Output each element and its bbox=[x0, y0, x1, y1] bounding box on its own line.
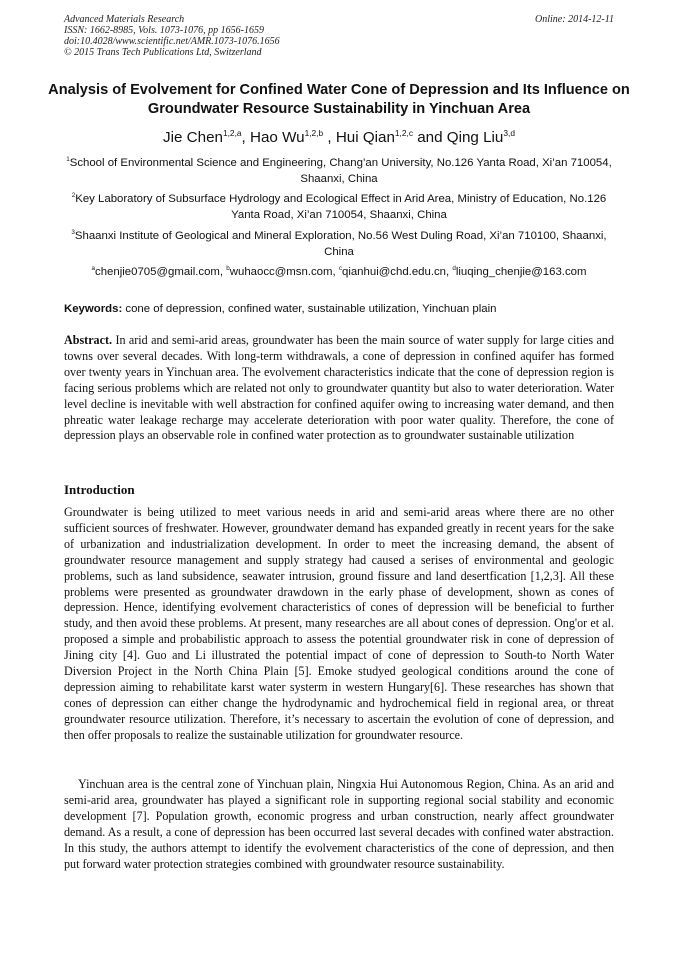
body-paragraph: Yinchuan area is the central zone of Yinchuan plain, Ningxia Hui Autonomous Region, China. As an arid and semi-arid area, groundwater has played a significant role in supporting regional social stability and economic development [7]. Population growth, economic progress and urban construction, nearly affect groundwater demand. As a result, a cone of depression has been occurred last several decades with confined water abstraction. In this study, the authors attempt to identify the evolvement characteristics of the cone of depression, and then put forward water protection strategies combined with groundwater resource sustainability. bbox=[64, 777, 614, 871]
author-superscript: 3,d bbox=[503, 127, 515, 138]
paper-title: Analysis of Evolvement for Confined Water Cone of Depression and Its Influence on Groundwater Resource Sustainability in Yinchuan Area bbox=[48, 82, 630, 117]
keywords bbox=[64, 302, 614, 317]
email-list bbox=[56, 264, 622, 280]
affiliation-superscript: 1 bbox=[66, 156, 70, 164]
abstract-text: In arid and semi-arid areas, groundwater has been the main source of water supply for large cities and towns over several decades. With long-term withdrawals, a cone of depression in confined aquifer has formed over twenty years in Yinchuan area. The evolvement characteristics indicate that the cone of depression region is facing serious problems which are related not only to groundwater quantity but also to water deterioration. Water level decline is inevitable with well abstraction for confined aquifer owing to increasing water demand, and then phreatic water leakage recharge may accelerate deterioration with poor water quality. Therefore, the cone of depression plays an observable role in confined water protection as to groundwater sustainable utilization bbox=[64, 333, 614, 443]
author-list bbox=[0, 128, 678, 148]
author-superscript: 1,2,c bbox=[394, 127, 413, 138]
journal-name: Advanced Materials Research bbox=[64, 14, 185, 25]
email-address: wuhaocc@msn.com bbox=[229, 266, 333, 278]
email-separator: , bbox=[332, 266, 339, 278]
email-separator: , bbox=[219, 266, 227, 278]
journal-doi: doi:10.4028/www.scientific.net/AMR.1073-1076.1656 bbox=[64, 36, 280, 47]
affiliation bbox=[56, 228, 622, 260]
affiliation-text: Shaanxi Institute of Geological and Mineral Exploration, No.56 West Duling Road, Xi’an 710100, Shaanxi, China bbox=[74, 230, 607, 258]
keywords-text: cone of depression, confined water, sustainable utilization, Yinchuan plain bbox=[125, 303, 497, 315]
email-separator: , bbox=[446, 266, 453, 278]
journal-copyright: © 2015 Trans Tech Publications Ltd, Switzerland bbox=[64, 47, 262, 58]
affiliation-text: School of Environmental Science and Engineering, Chang’an University, No.126 Yanta Road, Xi’an 710054, Shaanxi, China bbox=[69, 157, 612, 185]
email-superscript: c bbox=[338, 265, 342, 273]
affiliation bbox=[56, 155, 622, 187]
online-date: Online: 2014-12-11 bbox=[535, 14, 614, 25]
abstract bbox=[64, 333, 614, 444]
journal-header bbox=[64, 14, 280, 58]
section-heading: Introduction bbox=[64, 482, 135, 497]
keywords-label: Keywords: bbox=[64, 303, 123, 315]
author-name: Hui Qian bbox=[335, 129, 395, 146]
email-superscript: d bbox=[452, 265, 456, 273]
author-separator: and bbox=[413, 129, 447, 146]
affiliation-text: Key Laboratory of Subsurface Hydrology and Ecological Effect in Arid Area, Ministry of Education, No.126 Yanta Road, Xi’an 710054, Shaanxi, China bbox=[75, 193, 607, 221]
journal-issn: ISSN: 1662-8985, Vols. 1073-1076, pp 1656-1659 bbox=[64, 25, 264, 36]
author-name: Hao Wu bbox=[249, 129, 305, 146]
email-superscript: a bbox=[91, 265, 96, 273]
email-address: chenjie0705@gmail.com bbox=[95, 266, 220, 278]
author-superscript: 1,2,b bbox=[304, 127, 324, 138]
affiliation-superscript: 3 bbox=[71, 229, 75, 237]
email-superscript: b bbox=[226, 265, 230, 273]
body-paragraph: Groundwater is being utilized to meet various needs in arid and semi-arid areas where there are no other sufficient sources of freshwater. However, groundwater demand has expanded greatly in recent years for the sake of urbanization and industrialization development. In order to meet the increasing demand, the absent of groundwater resource management and supply strategy had caused a serises of environmental and geologic problems, such as land subsidence, seawater intrusion, ground fissure and land desertfication [1,2,3]. All these problems were presented as groundwater drawdown in the early phase of development, shown as cones of depression. Hence, identifying evolvement characteristics of cones of depression will be beneficial to further study, and then avoid these problems. At present, many researches are all about cones of depression. Ong'or et al. proposed a simple and probabilistic approach to assess the potential groundwater risk in cone of depression of Jining city [4]. Guo and Li illustrated the potential impact of cone of depression to South-to North Water Diversion Project in the North China Plain [5]. Emoke studyed geological conditions around the cone of depression aiming to rehabilitate karst water systerm in western Hungary[6]. These researches has shown that cones of depression can either change the hydrodynamic and hydrochemical field in regional area, or threat groundwater resource utilization. Therefore, it’s necessary to ascertain the evolution of cone of depression, and then offer proposals to realize the sustainable utilization for groundwater resource. bbox=[64, 505, 614, 742]
abstract-label: Abstract. bbox=[64, 333, 113, 347]
affiliation bbox=[56, 191, 622, 223]
author-name: Jie Chen bbox=[163, 129, 223, 146]
author-superscript: 1,2,a bbox=[222, 127, 242, 138]
author-separator: , bbox=[241, 129, 250, 146]
author-name: Qing Liu bbox=[446, 129, 504, 146]
email-address: liuqing_chenjie@163.com bbox=[455, 266, 587, 278]
affiliation-superscript: 2 bbox=[71, 192, 76, 200]
author-separator: , bbox=[323, 129, 336, 146]
email-address: qianhui@chd.edu.cn bbox=[341, 266, 447, 278]
